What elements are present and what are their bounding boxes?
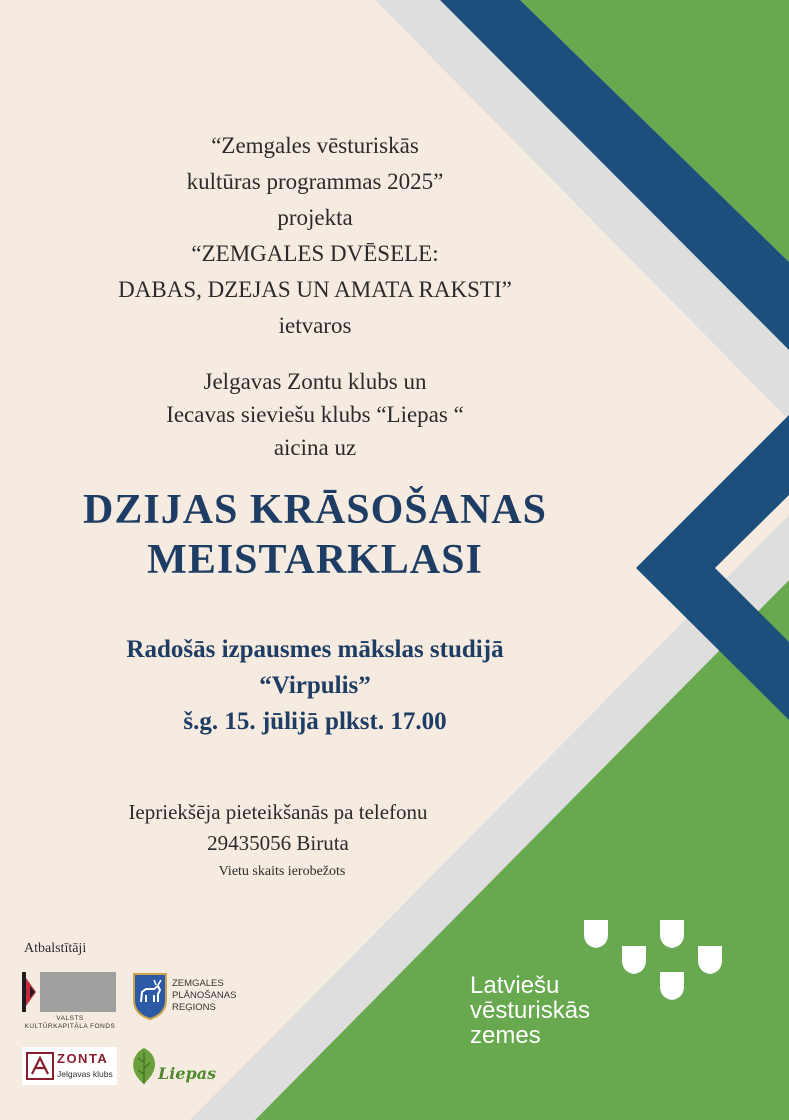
- title-line: MEISTARKLASI: [147, 537, 483, 583]
- vkkf-text: VALSTS KULTŪRKAPITĀLA FONDS: [24, 1015, 116, 1030]
- organizers-invite: [0, 365, 630, 464]
- zonta-name: ZONTA: [57, 1051, 109, 1066]
- vkkf-grey-bar: [40, 972, 116, 1012]
- liepas-name: Liepas: [158, 1064, 217, 1083]
- venue-name: “Virpulis”: [259, 672, 371, 699]
- event-venue-time: [0, 632, 630, 740]
- shield-pattern-icon: [582, 918, 730, 1002]
- linden-leaf-icon: [128, 1046, 160, 1086]
- intro-line: projekta: [277, 205, 353, 230]
- intro-line: kultūras programmas 2025”: [186, 169, 444, 194]
- venue-line: Radošās izpausmes mākslas studijā: [126, 636, 504, 663]
- intro-line: DABAS, DZEJAS UN AMATA RAKSTI”: [118, 277, 512, 302]
- event-title: [0, 485, 630, 585]
- latvian-historical-lands-brand: [470, 918, 730, 1058]
- limited-seats-note: Vietu skaits ierobežots: [218, 864, 346, 879]
- event-date-time: š.g. 15. jūlijā plkst. 17.00: [183, 708, 447, 735]
- contact-line: Iepriekšēja pieteikšanās pa telefonu: [128, 800, 428, 824]
- zpr-text: ZEMGALES PLĀNOŠANAS REĢIONS: [172, 978, 237, 1013]
- moose-crest-icon: [132, 972, 168, 1020]
- project-intro: [0, 128, 630, 344]
- invite-line: Jelgavas Zontu klubs un: [203, 369, 427, 394]
- liepas-logo: [128, 1044, 228, 1088]
- zemgale-planning-region-logo: [132, 972, 242, 1024]
- intro-line: “ZEMGALES DVĒSELE:: [191, 241, 439, 266]
- supporters-label: Atbalstītāji: [24, 941, 87, 956]
- vkkf-logo-icon: [22, 972, 40, 1012]
- registration-contact: [0, 797, 556, 859]
- zonta-subtitle: Jelgavas klubs: [57, 1069, 113, 1079]
- contact-phone: 29435056 Biruta: [207, 831, 349, 855]
- vkkf-logo: [22, 972, 118, 1032]
- zonta-logo: [22, 1047, 117, 1085]
- intro-line: “Zemgales vēsturiskās: [211, 133, 419, 158]
- invite-line: aicina uz: [273, 435, 357, 460]
- zonta-logo-icon: [26, 1052, 54, 1080]
- title-line: DZIJAS KRĀSOŠANAS: [83, 487, 547, 533]
- brand-text: Latviešu vēsturiskās zemes: [470, 972, 591, 1049]
- intro-line: ietvaros: [278, 313, 352, 338]
- invite-line: Iecavas sieviešu klubs “Liepas “: [166, 402, 464, 427]
